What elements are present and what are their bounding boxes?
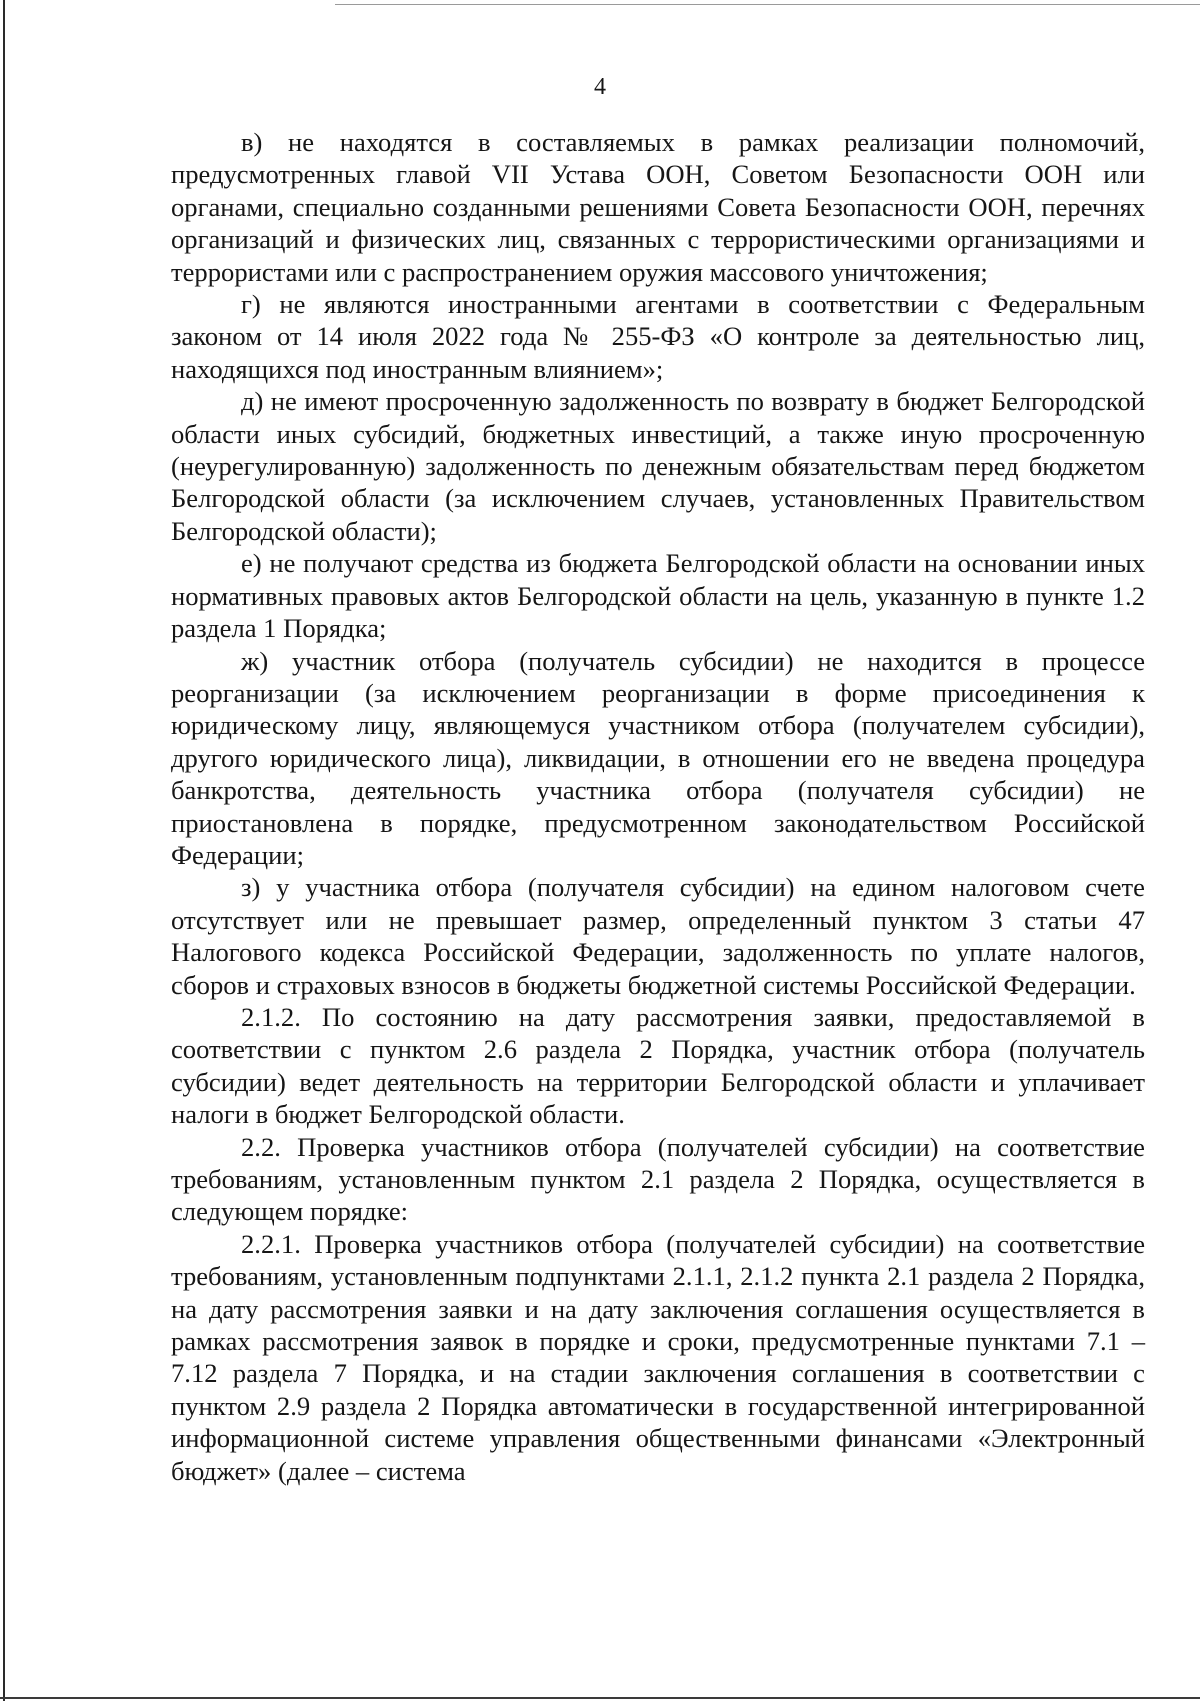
paragraph-zh: ж) участник отбора (получатель субсидии) не находится в процессе реорганизации (за исключением реорганизации в форме присоединения к юридическому лицу, являющемуся участником отбора (получателем субсидии), другого юридического лица), ликвидации, в отношении его не введена процедура банкротства, деятельность участника отбора (получателя субсидии) не приостановлена в порядке, предусмотренном законодательством Российской Федерации; bbox=[171, 645, 1145, 870]
paragraph-g: г) не являются иностранными агентами в соответствии с Федеральным законом от 14 июля 2022 года № 255-ФЗ «О контроле за деятельностью лиц, находящихся под иностранным влиянием»; bbox=[171, 289, 1145, 384]
paragraph-2-1-2: 2.1.2. По состоянию на дату рассмотрения заявки, предоставляемой в соответствии с пунктом 2.6 раздела 2 Порядка, участник отбора (получатель субсидии) ведет деятельность на территории Белгородской области и уплачивает налоги в бюджет Белгородской области. bbox=[171, 1001, 1145, 1130]
document-body bbox=[171, 126, 1145, 1487]
page-number: 4 bbox=[594, 74, 606, 100]
paragraph-2-2-1: 2.2.1. Проверка участников отбора (получателей субсидии) на соответствие требованиям, установленным подпунктами 2.1.1, 2.1.2 пункта 2.1 раздела 2 Порядка, на дату рассмотрения заявки и на дату заключения соглашения осуществляется в рамках рассмотрения заявок в порядке и сроки, предусмотренные пунктами 7.1 – 7.12 раздела 7 Порядка, и на стадии заключения соглашения в соответствии с пунктом 2.9 раздела 2 Порядка автоматически в государственной интегрированной информационной системе управления общественными финансами «Электронный бюджет» (далее – система bbox=[171, 1228, 1145, 1486]
scan-border-bottom bbox=[0, 1697, 1200, 1699]
scan-border-left bbox=[3, 0, 5, 1701]
scan-border-top bbox=[335, 4, 1200, 5]
paragraph-z: з) у участника отбора (получателя субсидии) на едином налоговом счете отсутствует или не превышает размер, определенный пунктом 3 статьи 47 Налогового кодекса Российской Федерации, задолженность по уплате налогов, сборов и страховых взносов в бюджеты бюджетной системы Российской Федерации. bbox=[171, 872, 1145, 1000]
paragraph-d: д) не имеют просроченную задолженность по возврату в бюджет Белгородской области иных субсидий, бюджетных инвестиций, а также иную просроченную (неурегулированную) задолженность по денежным обязательствам перед бюджетом Белгородской области (за исключением случаев, установленных Правительством Белгородской области); bbox=[171, 386, 1145, 546]
paragraph-v: в) не находятся в составляемых в рамках реализации полномочий, предусмотренных главой VII Устава ООН, Советом Безопасности ООН или органами, специально созданными решениями Совета Безопасности ООН, перечнях организаций и физических лиц, связанных с террористическими организациями и террористами или с распространением оружия массового уничтожения; bbox=[171, 127, 1145, 287]
paragraph-e: е) не получают средства из бюджета Белгородской области на основании иных нормативных правовых актов Белгородской области на цель, указанную в пункте 1.2 раздела 1 Порядка; bbox=[171, 548, 1145, 644]
paragraph-2-2: 2.2. Проверка участников отбора (получателей субсидии) на соответствие требованиям, установленным пунктом 2.1 раздела 2 Порядка, осуществляется в следующем порядке: bbox=[171, 1131, 1145, 1227]
